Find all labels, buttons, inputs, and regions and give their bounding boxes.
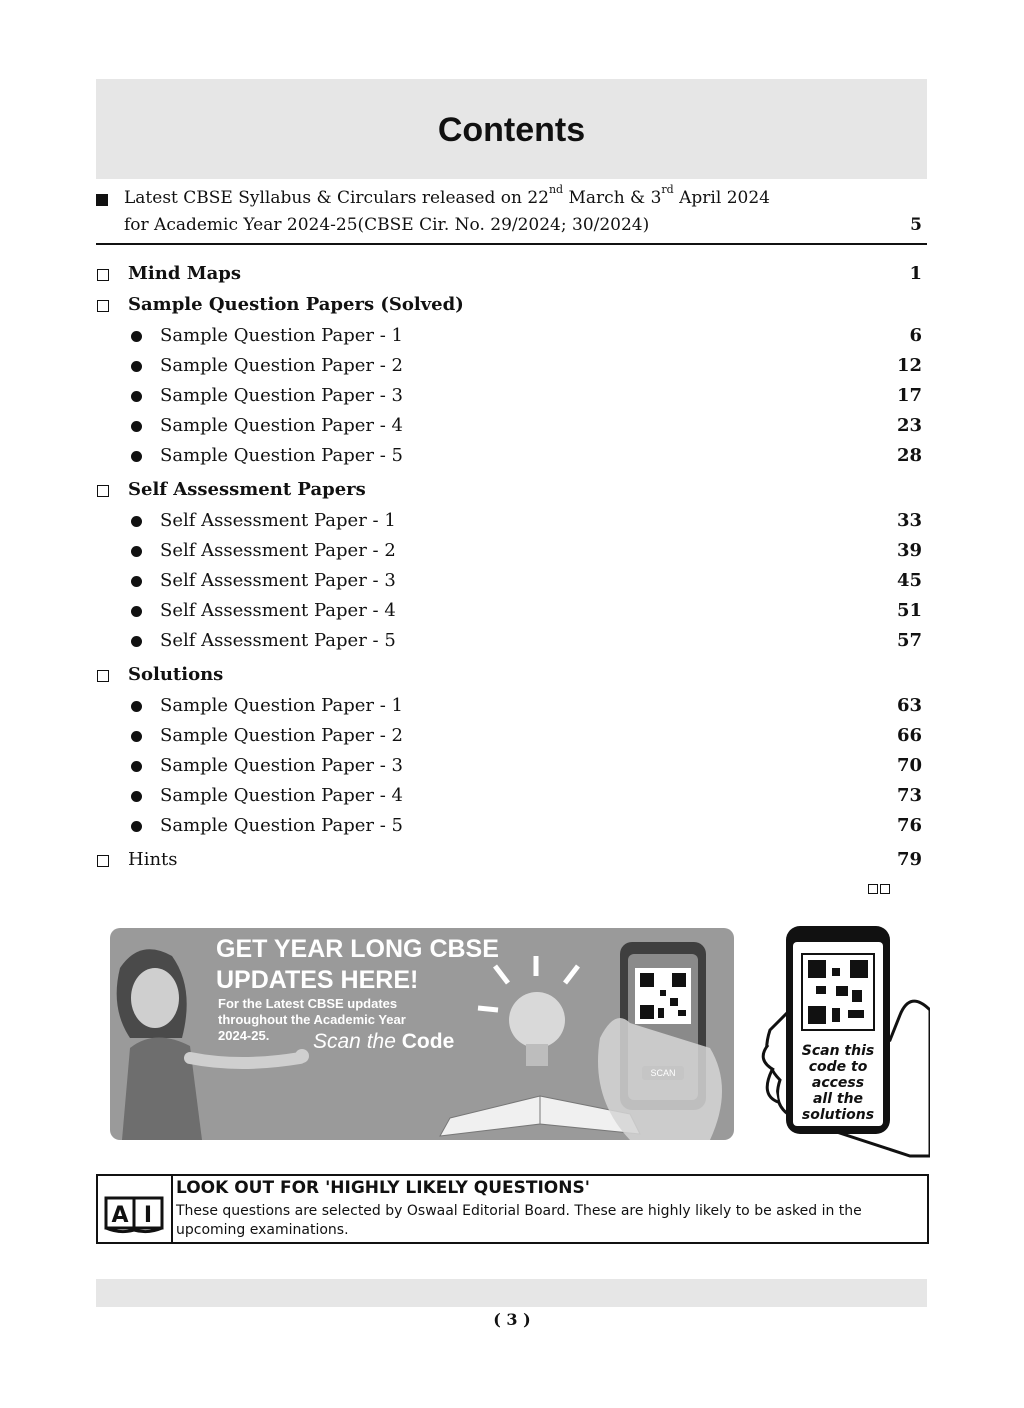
toc-item[interactable] xyxy=(96,325,922,349)
toc-section-sample-papers[interactable] xyxy=(96,294,922,318)
cbse-updates-banner[interactable] xyxy=(110,928,734,1140)
toc-item-label: Sample Question Paper - 3 xyxy=(160,755,403,776)
bullet-icon xyxy=(131,451,142,462)
toc-item-label: Sample Question Paper - 2 xyxy=(160,355,403,376)
ai-box-description: These questions are selected by Oswaal Editorial Board. These are highly likely to be asked in the upcoming examinations. xyxy=(176,1203,862,1238)
toc-page-number: 66 xyxy=(896,725,922,746)
bullet-icon xyxy=(131,636,142,647)
checkbox-square-icon xyxy=(97,300,109,312)
toc-page-number: 33 xyxy=(896,510,922,531)
toc-section-mind-maps[interactable] xyxy=(96,263,922,287)
bullet-icon xyxy=(131,516,142,527)
page-number: ( 3 ) xyxy=(493,1310,531,1329)
toc-page-number: 39 xyxy=(896,540,922,561)
toc-item[interactable] xyxy=(96,600,922,624)
qr-instruction-text: Scan this code to access all the solutions xyxy=(801,1043,875,1123)
toc-item-label: Sample Question Paper - 3 xyxy=(160,385,403,406)
syllabus-entry[interactable] xyxy=(96,183,927,245)
toc-item[interactable] xyxy=(96,415,922,439)
toc-section-label: Sample Question Papers (Solved) xyxy=(128,294,464,315)
toc-item[interactable] xyxy=(96,385,922,409)
toc-item-label: Self Assessment Paper - 2 xyxy=(160,540,396,561)
scan-the-code-label: Scan the Code xyxy=(313,1030,455,1053)
toc-item[interactable] xyxy=(96,570,922,594)
syllabus-page-number: 5 xyxy=(910,215,922,235)
svg-text:I: I xyxy=(143,1203,153,1228)
toc-item-label: Sample Question Paper - 4 xyxy=(160,785,403,806)
toc-page-number: 1 xyxy=(909,263,922,284)
toc-section-label: Hints xyxy=(128,849,178,870)
toc-page-number: 57 xyxy=(896,630,922,651)
toc-item[interactable] xyxy=(96,630,922,654)
checkbox-square-icon xyxy=(97,485,109,497)
toc-item[interactable] xyxy=(96,695,922,719)
ai-book-icon xyxy=(98,1176,173,1242)
ai-box-title: LOOK OUT FOR 'HIGHLY LIKELY QUESTIONS' xyxy=(176,1178,590,1198)
toc-page-number: 45 xyxy=(896,570,922,591)
toc-item[interactable] xyxy=(96,755,922,779)
bullet-icon xyxy=(131,576,142,587)
phone-scan-icon xyxy=(598,942,722,1140)
toc-item-label: Sample Question Paper - 1 xyxy=(160,695,403,716)
toc-item-label: Sample Question Paper - 5 xyxy=(160,445,403,466)
toc-item-label: Sample Question Paper - 5 xyxy=(160,815,403,836)
bullet-icon xyxy=(131,761,142,772)
toc-page-number: 23 xyxy=(896,415,922,436)
phone-scan-button-label: SCAN xyxy=(650,1068,676,1078)
bullet-icon xyxy=(131,731,142,742)
toc-page-number: 28 xyxy=(896,445,922,466)
end-of-contents-icon xyxy=(868,884,894,896)
toc-item[interactable] xyxy=(96,355,922,379)
toc-item-label: Self Assessment Paper - 3 xyxy=(160,570,396,591)
checkbox-square-icon xyxy=(97,670,109,682)
checkbox-square-icon xyxy=(97,269,109,281)
toc-section-label: Self Assessment Papers xyxy=(128,479,366,500)
toc-page-number: 70 xyxy=(896,755,922,776)
toc-item-label: Sample Question Paper - 4 xyxy=(160,415,403,436)
toc-page-number: 17 xyxy=(896,385,922,406)
toc-item-label: Self Assessment Paper - 1 xyxy=(160,510,396,531)
toc-item-label: Self Assessment Paper - 4 xyxy=(160,600,396,621)
page-title: Contents xyxy=(437,111,586,149)
toc-page-number: 63 xyxy=(896,695,922,716)
bullet-icon xyxy=(131,791,142,802)
toc-item[interactable] xyxy=(96,540,922,564)
bullet-icon xyxy=(131,421,142,432)
svg-text:A: A xyxy=(111,1203,129,1228)
toc-page-number: 51 xyxy=(896,600,922,621)
toc-page-number: 76 xyxy=(896,815,922,836)
toc-section-hints[interactable] xyxy=(96,849,922,873)
toc-item-label: Sample Question Paper - 2 xyxy=(160,725,403,746)
bullet-icon xyxy=(131,331,142,342)
toc-item[interactable] xyxy=(96,510,922,534)
syllabus-line-1: Latest CBSE Syllabus & Circulars released on 22nd March & 3rd April 2024 xyxy=(124,183,770,208)
syllabus-line-2: for Academic Year 2024-25(CBSE Cir. No. 29/2024; 30/2024) xyxy=(124,215,650,235)
banner-subtext: For the Latest CBSE updates throughout the Academic Year 2024-25. xyxy=(218,996,406,1043)
bullet-icon xyxy=(131,821,142,832)
qr-phone-illustration xyxy=(760,920,930,1160)
toc-section-self-assessment[interactable] xyxy=(96,479,922,503)
title-band xyxy=(96,79,927,179)
toc-item-label: Sample Question Paper - 1 xyxy=(160,325,403,346)
banner-heading: GET YEAR LONG CBSE UPDATES HERE! xyxy=(216,935,499,994)
toc-section-label: Solutions xyxy=(128,664,224,685)
toc-item[interactable] xyxy=(96,445,922,469)
filled-square-bullet-icon xyxy=(96,194,108,206)
footer-band xyxy=(96,1279,927,1307)
toc-page-number: 73 xyxy=(896,785,922,806)
bullet-icon xyxy=(131,361,142,372)
toc-section-label: Mind Maps xyxy=(128,263,242,284)
toc-item[interactable] xyxy=(96,815,922,839)
bullet-icon xyxy=(131,546,142,557)
checkbox-square-icon xyxy=(97,855,109,867)
toc-page-number: 6 xyxy=(909,325,922,346)
toc-page-number: 12 xyxy=(896,355,922,376)
toc-item[interactable] xyxy=(96,785,922,809)
toc-section-solutions[interactable] xyxy=(96,664,922,688)
bullet-icon xyxy=(131,701,142,712)
highly-likely-questions-box xyxy=(96,1174,929,1244)
bullet-icon xyxy=(131,606,142,617)
toc-item-label: Self Assessment Paper - 5 xyxy=(160,630,396,651)
toc-item[interactable] xyxy=(96,725,922,749)
toc-page-number: 79 xyxy=(896,849,922,870)
bullet-icon xyxy=(131,391,142,402)
